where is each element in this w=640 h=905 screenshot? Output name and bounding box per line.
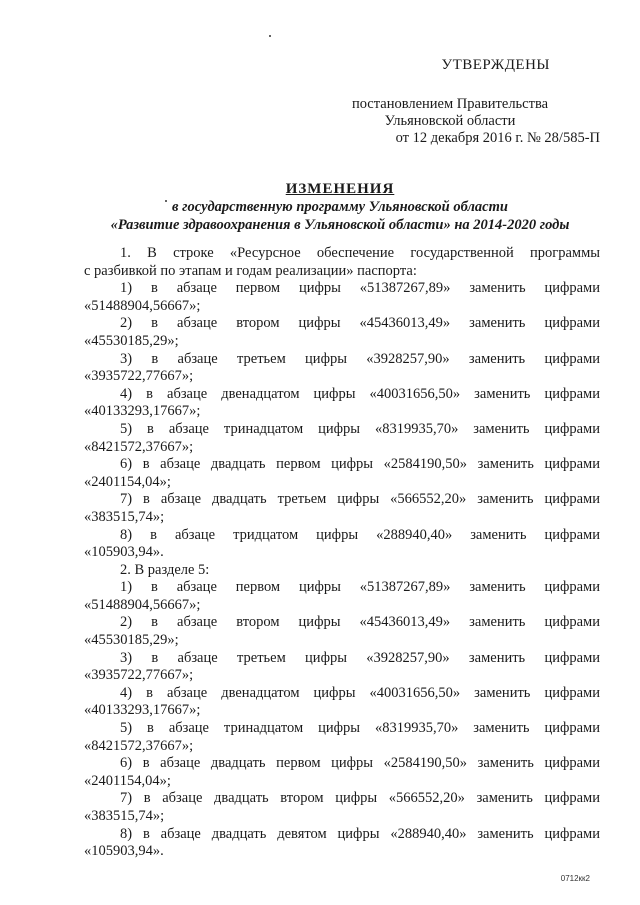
document-body [84, 245, 600, 861]
document-heading [80, 180, 600, 234]
amendment-item: 6) в абзаце двадцать первом цифры «2584190,50» заменить цифрами [120, 755, 600, 772]
amendment-item: 4) в абзаце двенадцатом цифры «40031656,50» заменить цифрами [120, 385, 600, 402]
amendment-item-value: «51488904,56667»; [84, 596, 201, 613]
section-2-items [84, 579, 600, 861]
scan-speck [269, 35, 271, 37]
amendment-item-value: «45530185,29»; [84, 632, 179, 649]
amendment-item: 5) в абзаце тринадцатом цифры «8319935,70» заменить цифрами [120, 420, 600, 437]
approval-line-1: постановлением Правительства [351, 96, 549, 112]
heading-line-2: в государственную программу Ульяновской области [172, 199, 508, 215]
scan-speck [165, 200, 167, 202]
amendment-item-value: «3935722,77667»; [84, 667, 194, 684]
section-1-items [84, 280, 600, 562]
amendment-item-value: «105903,94». [84, 843, 164, 860]
amendment-item: 8) в абзаце тридцатом цифры «288940,40» заменить цифрами [120, 526, 600, 543]
amendment-item: 8) в абзаце двадцать девятом цифры «288940,40» заменить цифрами [120, 825, 600, 842]
amendment-item-value: «2401154,04»; [84, 473, 171, 490]
approval-decree [300, 96, 600, 147]
amendment-item: 5) в абзаце тринадцатом цифры «8319935,70» заменить цифрами [120, 720, 600, 737]
amendment-item: 7) в абзаце двадцать третьем цифры «566552,20» заменить цифрами [120, 491, 600, 508]
amendment-item-value: «51488904,56667»; [84, 297, 201, 314]
amendment-item: 4) в абзаце двенадцатом цифры «40031656,50» заменить цифрами [120, 684, 600, 701]
amendment-item-value: «8421572,37667»; [84, 438, 194, 455]
approval-line-3: от 12 декабря 2016 г. № 28/585-П [395, 130, 600, 146]
footer-code: 0712кк2 [560, 874, 590, 883]
amendment-item: 6) в абзаце двадцать первом цифры «2584190,50» заменить цифрами [120, 456, 600, 473]
section-1-intro-cont: с разбивкой по этапам и годам реализации» паспорта: [84, 262, 417, 279]
document-title: ИЗМЕНЕНИЯ [285, 181, 395, 197]
amendment-item: 3) в абзаце третьем цифры «3928257,90» заменить цифрами [120, 350, 600, 367]
amendment-item-value: «383515,74»; [84, 508, 165, 525]
approval-title: УТВЕРЖДЕНЫ [441, 57, 550, 73]
amendment-item: 2) в абзаце втором цифры «45436013,49» заменить цифрами [120, 614, 600, 631]
amendment-item-value: «105903,94». [84, 544, 164, 561]
amendment-item-value: «3935722,77667»; [84, 368, 194, 385]
amendment-item: 3) в абзаце третьем цифры «3928257,90» заменить цифрами [120, 649, 600, 666]
amendment-item: 1) в абзаце первом цифры «51387267,89» заменить цифрами [120, 579, 600, 596]
amendment-item-value: «40133293,17667»; [84, 403, 201, 420]
section-2-intro: 2. В разделе 5: [120, 561, 210, 578]
amendment-item-value: «8421572,37667»; [84, 737, 194, 754]
heading-line-3: «Развитие здравоохранения в Ульяновской области» на 2014-2020 годы [110, 217, 570, 233]
amendment-item-value: «40133293,17667»; [84, 702, 201, 719]
amendment-item: 7) в абзаце двадцать втором цифры «566552,20» заменить цифрами [120, 790, 600, 807]
amendment-item-value: «383515,74»; [84, 808, 165, 824]
section-1-intro: 1. В строке «Ресурсное обеспечение государственной программы [120, 245, 600, 261]
amendment-item: 2) в абзаце втором цифры «45436013,49» заменить цифрами [120, 315, 600, 332]
amendment-item: 1) в абзаце первом цифры «51387267,89» заменить цифрами [120, 280, 600, 297]
amendment-item-value: «45530185,29»; [84, 332, 179, 349]
approval-line-2: Ульяновской области [384, 113, 516, 129]
amendment-item-value: «2401154,04»; [84, 772, 171, 789]
